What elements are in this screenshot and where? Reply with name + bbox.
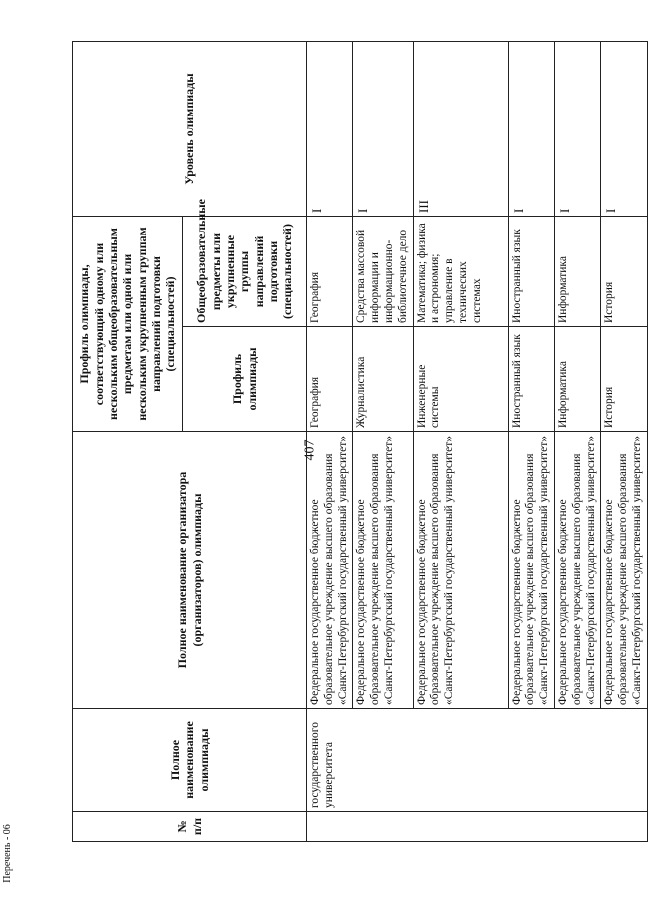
organizer-cell: Федеральное государственное бюджетное образовательное учреждение высшего образования «Санкт-Петербургский государственный университет» bbox=[413, 432, 508, 709]
level-cell: I bbox=[353, 42, 413, 217]
level-cell: III bbox=[413, 42, 508, 217]
footer-note: Перечень - 06 bbox=[1, 824, 13, 883]
organizer-cell: Федеральное государственное бюджетное образовательное учреждение высшего образования «Санкт-Петербургский государственный университет» bbox=[508, 432, 554, 709]
profile-cell: История bbox=[601, 327, 647, 432]
header-num: № п/п bbox=[73, 812, 307, 842]
header-profile-group: Профиль олимпиады, соответствующий одному или нескольким общеобразовательным предметам или одной или нескольким укрупненным группам направлений подготовки (специальностей) bbox=[73, 217, 183, 432]
level-cell: I bbox=[307, 42, 353, 217]
subjects-cell: География bbox=[307, 217, 353, 327]
subjects-cell: Иностранный язык bbox=[508, 217, 554, 327]
table-row bbox=[307, 42, 353, 842]
row-num-cell bbox=[307, 812, 648, 842]
level-cell: I bbox=[601, 42, 647, 217]
olympiad-name-cell: государственного университета bbox=[307, 709, 648, 812]
header-olympiad-name: Полное наименование олимпиады bbox=[73, 709, 307, 812]
subjects-cell: Математика; физика и астрономия; управление в технических системах bbox=[413, 217, 508, 327]
profile-cell: Информатика bbox=[554, 327, 600, 432]
profile-cell: География bbox=[307, 327, 353, 432]
profile-cell: Журналистика bbox=[353, 327, 413, 432]
header-profile: Профиль олимпиады bbox=[183, 327, 307, 432]
level-cell: I bbox=[508, 42, 554, 217]
organizer-cell: Федеральное государственное бюджетное образовательное учреждение высшего образования «Санкт-Петербургский государственный университет» bbox=[353, 432, 413, 709]
profile-cell: Инженерные системы bbox=[413, 327, 508, 432]
olympiad-table-wrapper bbox=[72, 42, 643, 842]
subjects-cell: История bbox=[601, 217, 647, 327]
header-subjects: Общеобразовательные предметы или укрупненные группы направлений подготовки (специальностей) bbox=[183, 217, 307, 327]
organizer-cell: Федеральное государственное бюджетное образовательное учреждение высшего образования «Санкт-Петербургский государственный университет» bbox=[307, 432, 353, 709]
level-cell: I bbox=[554, 42, 600, 217]
organizer-cell: Федеральное государственное бюджетное образовательное учреждение высшего образования «Санкт-Петербургский государственный университет» bbox=[554, 432, 600, 709]
organizer-cell: Федеральное государственное бюджетное образовательное учреждение высшего образования «Санкт-Петербургский государственный университет» bbox=[601, 432, 647, 709]
page-number: 407 bbox=[302, 439, 318, 461]
olympiad-table bbox=[72, 41, 648, 842]
subjects-cell: Информатика bbox=[554, 217, 600, 327]
header-level: Уровень олимпиады bbox=[73, 42, 307, 217]
profile-cell: Иностранный язык bbox=[508, 327, 554, 432]
header-organizer: Полное наименование организатора (организаторов) олимпиады bbox=[73, 432, 307, 709]
subjects-cell: Средства массовой информации и информационно-библиотечное дело bbox=[353, 217, 413, 327]
